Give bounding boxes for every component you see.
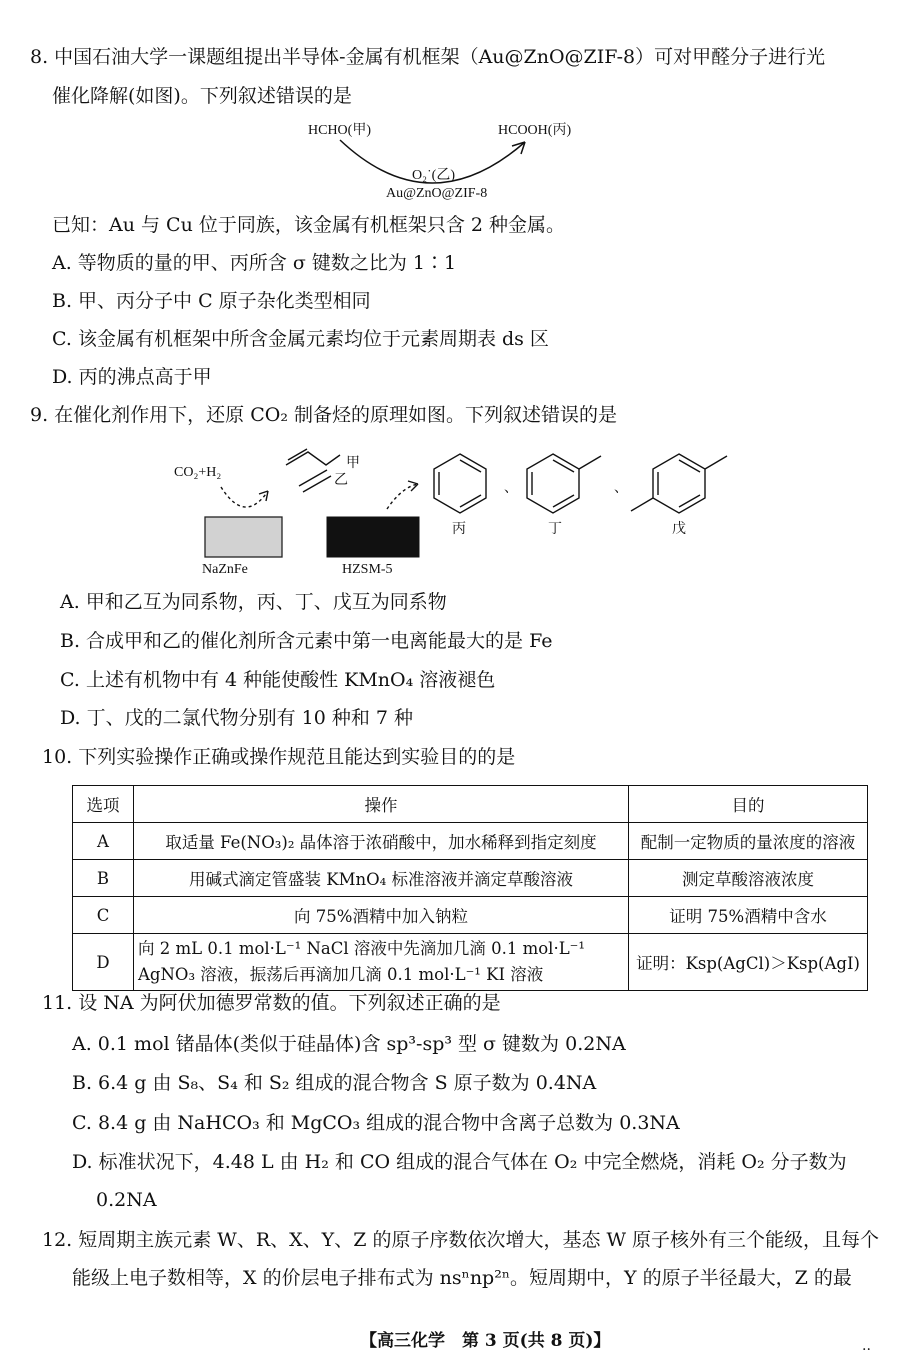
q9-separator-1: 、: [504, 481, 518, 496]
q10-stem: 10. 下列实验操作正确或操作规范且能达到实验目的的是: [42, 746, 516, 768]
q11-option-b: B. 6.4 g 由 S₈、S₄ 和 S₂ 组成的混合物含 S 原子数为 0.4NA: [72, 1072, 597, 1094]
table-cell-option: A: [73, 823, 134, 860]
q11-option-d-line1: D. 标准状况下，4.48 L 由 H₂ 和 CO 组成的混合气体在 O₂ 中完全燃烧，消耗 O₂ 分子数为: [72, 1151, 847, 1173]
q11-option-a: A. 0.1 mol 锗晶体(类似于硅晶体)含 sp³-sp³ 型 σ 键数为 0.2NA: [72, 1033, 626, 1055]
corner-mark: ..: [862, 1338, 871, 1354]
q9-reactant-label: CO₂+H₂: [174, 465, 222, 480]
q11-stem: 11. 设 NA 为阿伏加德罗常数的值。下列叙述正确的是: [42, 992, 501, 1014]
q8-stem-line1: 8. 中国石油大学一课题组提出半导体-金属有机框架（Au@ZnO@ZIF-8）可对甲醛分子进行光: [30, 46, 826, 68]
q9-propene: [286, 452, 340, 465]
q9-p-xylene: [631, 454, 727, 513]
table-header-cell: 选项: [73, 786, 134, 823]
q9-option-b: B. 合成甲和乙的催化剂所含元素中第一电离能最大的是 Fe: [60, 630, 553, 652]
table-cell-option: B: [73, 860, 134, 897]
q10-table: [72, 785, 868, 991]
table-header-cell: 操作: [134, 786, 629, 823]
table-header-cell: 目的: [629, 786, 868, 823]
q8-option-b: B. 甲、丙分子中 C 原子杂化类型相同: [52, 290, 371, 312]
q9-scheme: [0, 0, 900, 600]
q9-option-a: A. 甲和乙互为同系物，丙、丁、戊互为同系物: [60, 591, 447, 613]
table-cell-goal: 证明 75%酒精中含水: [629, 897, 868, 934]
q11-option-d-line2: 0.2NA: [96, 1189, 157, 1211]
table-cell-operation: [134, 934, 629, 991]
q9-bing-label: 丙: [452, 522, 466, 537]
q11-option-c: C. 8.4 g 由 NaHCO₃ 和 MgCO₃ 组成的混合物中含离子总数为 0.3NA: [72, 1112, 680, 1134]
q12-stem-line1: 12. 短周期主族元素 W、R、X、Y、Z 的原子序数依次增大，基态 W 原子核外有三个能级，且每个: [42, 1229, 880, 1251]
q9-ding-label: 丁: [548, 522, 562, 537]
q9-toluene: [527, 454, 601, 513]
table-cell-operation: 用碱式滴定管盛装 KMnO₄ 标准溶液并滴定草酸溶液: [134, 860, 629, 897]
operation-line-1: 向 2 mL 0.1 mol·L⁻¹ NaCl 溶液中先滴加几滴 0.1 mol·L⁻¹: [138, 939, 585, 958]
q9-hzsm-catalyst-block: [327, 517, 419, 557]
q8-option-d: D. 丙的沸点高于甲: [52, 366, 212, 388]
q9-cat2-label: HZSM-5: [342, 562, 393, 577]
q8-option-a: A. 等物质的量的甲、丙所含 σ 键数之比为 1∶1: [52, 252, 457, 274]
table-header-row: [73, 786, 868, 823]
q9-ethylene: [299, 470, 331, 492]
table-row: [73, 860, 868, 897]
table-cell-goal: 配制一定物质的量浓度的溶液: [629, 823, 868, 860]
q8-fig-mid-label: O₂˙(乙): [412, 168, 455, 183]
q9-stem: 9. 在催化剂作用下，还原 CO₂ 制备烃的原理如图。下列叙述错误的是: [30, 404, 617, 426]
table-row: [73, 823, 868, 860]
table-cell-option: C: [73, 897, 134, 934]
q9-wu-label: 戊: [672, 522, 686, 537]
table-cell-goal: 证明：Ksp(AgCl)＞Ksp(AgI): [629, 934, 868, 991]
q9-jia-label: 甲: [346, 456, 360, 471]
q8-option-c: C. 该金属有机框架中所含金属元素均位于元素周期表 ds 区: [52, 328, 549, 350]
table-cell-operation: 向 75%酒精中加入钠粒: [134, 897, 629, 934]
operation-line-2: AgNO₃ 溶液，振荡后再滴加几滴 0.1 mol·L⁻¹ KI 溶液: [138, 965, 544, 984]
q8-fig-bottom-label: Au@ZnO@ZIF-8: [386, 186, 488, 201]
q9-yi-label: 乙: [334, 473, 348, 488]
q12-stem-line2: 能级上电子数相等，X 的价层电子排布式为 nsⁿnp²ⁿ。短周期中，Y 的原子半径最大，Z 的最: [72, 1267, 852, 1289]
q9-dashed-arrow-1: [221, 487, 268, 507]
q8-known: 已知：Au 与 Cu 位于同族，该金属有机框架只含 2 种金属。: [52, 214, 566, 236]
page-footer: 【高三化学 第 3 页(共 8 页)】: [360, 1331, 611, 1351]
q9-benzene: [434, 454, 486, 513]
q9-option-d: D. 丁、戊的二氯代物分别有 10 种和 7 种: [60, 707, 414, 729]
table-cell-goal: 测定草酸溶液浓度: [629, 860, 868, 897]
q9-separator-2: 、: [614, 481, 628, 496]
q9-option-c: C. 上述有机物中有 4 种能使酸性 KMnO₄ 溶液褪色: [60, 669, 496, 691]
table-row: [73, 897, 868, 934]
table-cell-operation: 取适量 Fe(NO₃)₂ 晶体溶于浓硝酸中，加水稀释到指定刻度: [134, 823, 629, 860]
q8-fig-right-label: HCOOH(丙): [498, 123, 572, 138]
q8-fig-left-label: HCHO(甲): [308, 123, 371, 138]
q8-stem-line2: 催化降解(如图)。下列叙述错误的是: [52, 85, 352, 107]
q9-cat1-label: NaZnFe: [202, 562, 248, 577]
table-row: [73, 934, 868, 991]
table-cell-option: D: [73, 934, 134, 991]
q9-nazn-catalyst-block: [205, 517, 282, 557]
